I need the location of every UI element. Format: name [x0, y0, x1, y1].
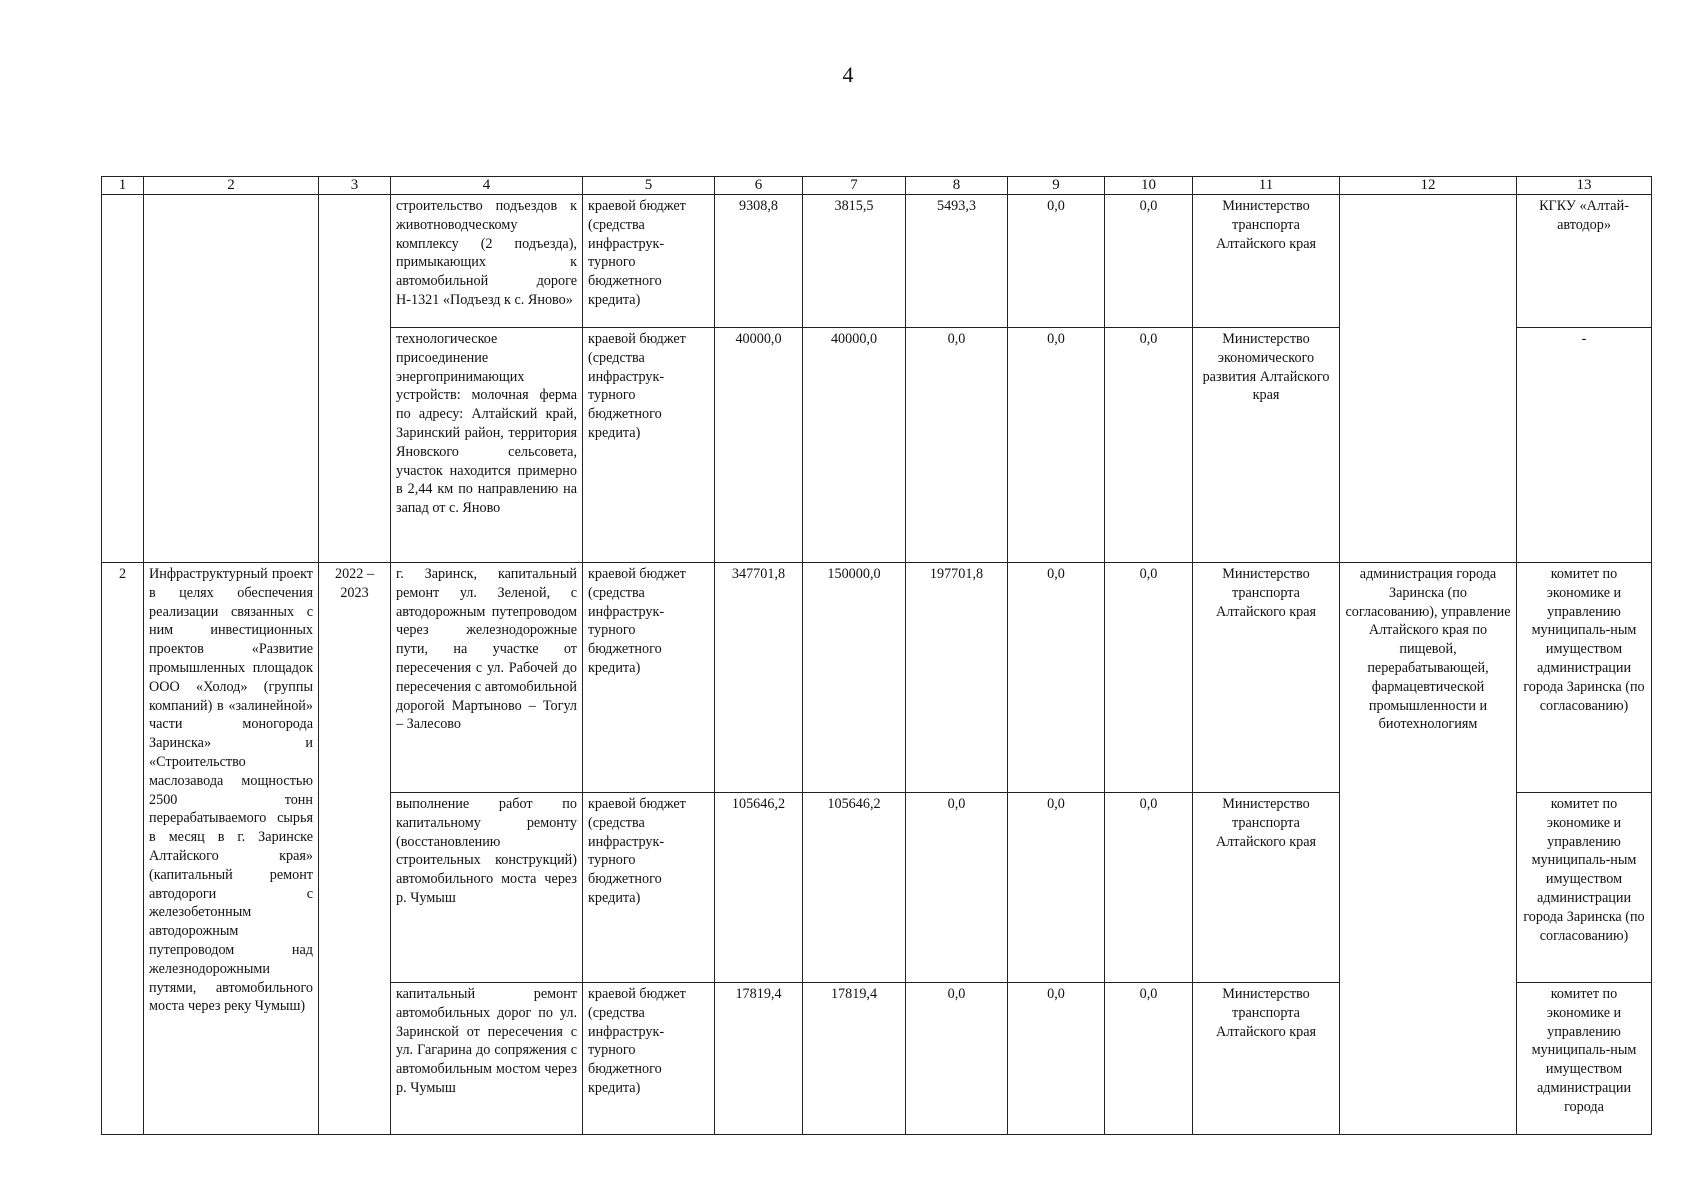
works-cell: технологическое присоединение энергопринимающих устройств: молочная ферма по адресу: Алтайский край, Заринский район, территория Яновского сельсовета, участок находится примерно в 2,44 км по направлению на запад от с. Яново: [391, 328, 583, 563]
year2-cell: 0,0: [906, 793, 1008, 983]
year3-cell: 0,0: [1008, 563, 1105, 793]
year3-cell: 0,0: [1008, 328, 1105, 563]
year1-cell: 17819,4: [803, 983, 906, 1135]
empty-cell: [102, 195, 144, 563]
year3-cell: 0,0: [1008, 983, 1105, 1135]
header-cell: 2: [144, 177, 319, 195]
header-cell: 3: [319, 177, 391, 195]
total-cell: 40000,0: [715, 328, 803, 563]
header-cell: 7: [803, 177, 906, 195]
header-row: [102, 177, 1652, 195]
header-cell: 1: [102, 177, 144, 195]
empty-cell: [1340, 195, 1517, 563]
source-cell: краевой бюджет (средства инфраструк-турного бюджетного кредита): [583, 195, 715, 328]
executor-cell: Министерство транспорта Алтайского края: [1193, 195, 1340, 328]
year3-cell: 0,0: [1008, 793, 1105, 983]
works-cell: выполнение работ по капитальному ремонту (восстановлению строительных конструкций) автомобильного моста через р. Чумыш: [391, 793, 583, 983]
total-cell: 105646,2: [715, 793, 803, 983]
executor-cell: Министерство транспорта Алтайского края: [1193, 793, 1340, 983]
year1-cell: 105646,2: [803, 793, 906, 983]
source-cell: краевой бюджет (средства инфраструк-турного бюджетного кредита): [583, 793, 715, 983]
recipient-cell: комитет по экономике и управлению муниципаль-ным имуществом администрации города Заринска (по согласованию): [1517, 793, 1652, 983]
year2-cell: 0,0: [906, 328, 1008, 563]
year2-cell: 5493,3: [906, 195, 1008, 328]
page-number: 4: [842, 62, 854, 87]
header-cell: 9: [1008, 177, 1105, 195]
table-row: [102, 563, 1652, 793]
header-cell: 11: [1193, 177, 1340, 195]
year4-cell: 0,0: [1105, 793, 1193, 983]
header-cell: 10: [1105, 177, 1193, 195]
executor-cell: Министерство транспорта Алтайского края: [1193, 983, 1340, 1135]
executor-cell: Министерство экономического развития Алтайского края: [1193, 328, 1340, 563]
total-cell: 347701,8: [715, 563, 803, 793]
total-cell: 9308,8: [715, 195, 803, 328]
source-cell: краевой бюджет (средства инфраструк-турного бюджетного кредита): [583, 328, 715, 563]
header-cell: 12: [1340, 177, 1517, 195]
executor-cell: Министерство транспорта Алтайского края: [1193, 563, 1340, 793]
year2-cell: 197701,8: [906, 563, 1008, 793]
recipient-cell: комитет по экономике и управлению муниципаль-ным имуществом администрации города Заринска (по согласованию): [1517, 563, 1652, 793]
recipient-cell: комитет по экономике и управлению муниципаль-ным имуществом администрации города: [1517, 983, 1652, 1135]
year1-cell: 3815,5: [803, 195, 906, 328]
works-cell: капитальный ремонт автомобильных дорог по ул. Заринской от пересечения с ул. Гагарина до сопряжения с автомобильным мостом через р. Чумыш: [391, 983, 583, 1135]
header-cell: 13: [1517, 177, 1652, 195]
year4-cell: 0,0: [1105, 328, 1193, 563]
recipient-cell: -: [1517, 328, 1652, 563]
project-number: 2: [102, 563, 144, 1135]
year4-cell: 0,0: [1105, 983, 1193, 1135]
year2-cell: 0,0: [906, 983, 1008, 1135]
empty-cell: [319, 195, 391, 563]
year3-cell: 0,0: [1008, 195, 1105, 328]
total-cell: 17819,4: [715, 983, 803, 1135]
year1-cell: 150000,0: [803, 563, 906, 793]
works-cell: строительство подъездов к животноводческому комплексу (2 подъезда), примыкающих к автомобильной дороге Н-1321 «Подъезд к с. Яново»: [391, 195, 583, 328]
source-cell: краевой бюджет (средства инфраструк-турного бюджетного кредита): [583, 983, 715, 1135]
source-cell: краевой бюджет (средства инфраструк-турного бюджетного кредита): [583, 563, 715, 793]
empty-cell: [144, 195, 319, 563]
works-cell: г. Заринск, капитальный ремонт ул. Зеленой, с автодорожным путепроводом через железнодорожные пути, на участке от пересечения с ул. Рабочей до пересечения с автомобильной дорогой Мартыново – Тогул – Залесово: [391, 563, 583, 793]
header-cell: 5: [583, 177, 715, 195]
header-cell: 8: [906, 177, 1008, 195]
header-cell: 4: [391, 177, 583, 195]
table-row: [102, 195, 1652, 328]
project-period: 2022 – 2023: [319, 563, 391, 1135]
recipient-cell: КГКУ «Алтай-автодор»: [1517, 195, 1652, 328]
program-table: [101, 176, 1652, 1135]
project-name: Инфраструктурный проект в целях обеспечения реализации связанных с ним инвестиционных проектов «Развитие промышленных площадок ООО «Холод» (группы компаний) в «залинейной» части моногорода Заринска» и «Строительство маслозавода мощностью 2500 тонн перерабатываемого сырья в месяц в г. Заринске Алтайского края» (капитальный ремонт автодороги с железобетонным автодорожным путепроводом над железнодорожными путями, автомобильного моста через реку Чумыш): [144, 563, 319, 1135]
coexecutors-cell: администрация города Заринска (по согласованию), управление Алтайского края по пищевой, перерабатывающей, фармацевтической промышленности и биотехнологиям: [1340, 563, 1517, 1135]
year1-cell: 40000,0: [803, 328, 906, 563]
year4-cell: 0,0: [1105, 563, 1193, 793]
year4-cell: 0,0: [1105, 195, 1193, 328]
header-cell: 6: [715, 177, 803, 195]
